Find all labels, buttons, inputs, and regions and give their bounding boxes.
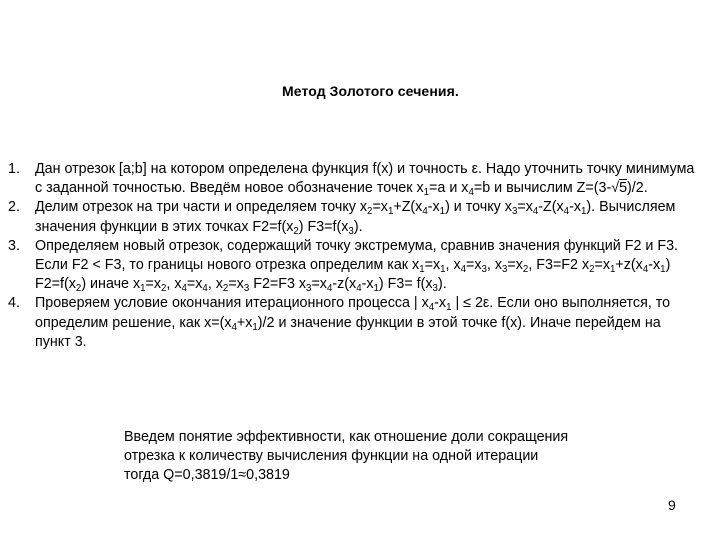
list-item: 4. Проверяем условие окончания итерационного процесса | $x_4-x_1$ | ≤ 2ε. Если оно выполняется, то определим решение, как $x=(x_4+x_1)/2$ и значение функции в этой точке f(x). Иначе перейдем на пункт 3. <box>8 295 671 350</box>
paragraph-line: Введем понятие эффективности, как отношение доли сокращения <box>124 429 569 445</box>
item-number: 2. <box>8 199 20 216</box>
item-number: 4. <box>8 295 20 312</box>
list-item: 2. Делим отрезок на три части и определяем точку $x_2=x_1+Z(x_4-x_1)$ и точку $x_3=x_4-Z(x_4-x_1)$. Вычисляем значения функции в этих точках $F2=f(x_2)$ $F3=f(x_3)$. <box>8 199 676 237</box>
item-number: 3. <box>8 237 20 254</box>
paragraph-line: отрезка к количеству вычисления функции на одной итерации <box>124 448 539 465</box>
page-number: 9 <box>668 497 676 513</box>
efficiency-paragraph <box>124 428 644 486</box>
slide-title: Метод Золотого сечения. <box>282 83 459 99</box>
list-item: 1. Дан отрезок [a;b] на котором определена функция f(x) и точность ε. Надо уточнить точку минимума с заданной точностью. Введём новое обозначение точек $x_1=a$ и $x_4=b$ и вычислим Z=(3-√5)/2. <box>8 161 695 199</box>
steps-list <box>8 160 698 352</box>
list-item: 3. Определяем новый отрезок, содержащий точку экстремума, сравнив значения функций F2 и F3. Если F2 < F3, то границы нового отрезка определим как $x_1=x_1$, $x_4=x_3$, $x_3=x_2$, F3=F2 $x_2=x_1+z(x_4-x_1)$ $F2=f(x_2)$ иначе $x_1=x_2$, $x_4=x_4$, $x_2=x_3$ F2=F3 $x_3=x_4-z(x_4-x_1)$ $F3= f(x_3)$. <box>8 237 679 295</box>
paragraph-line: тогда Q=0,3819/1≈0,3819 <box>124 467 290 484</box>
item-number: 1. <box>8 161 20 177</box>
